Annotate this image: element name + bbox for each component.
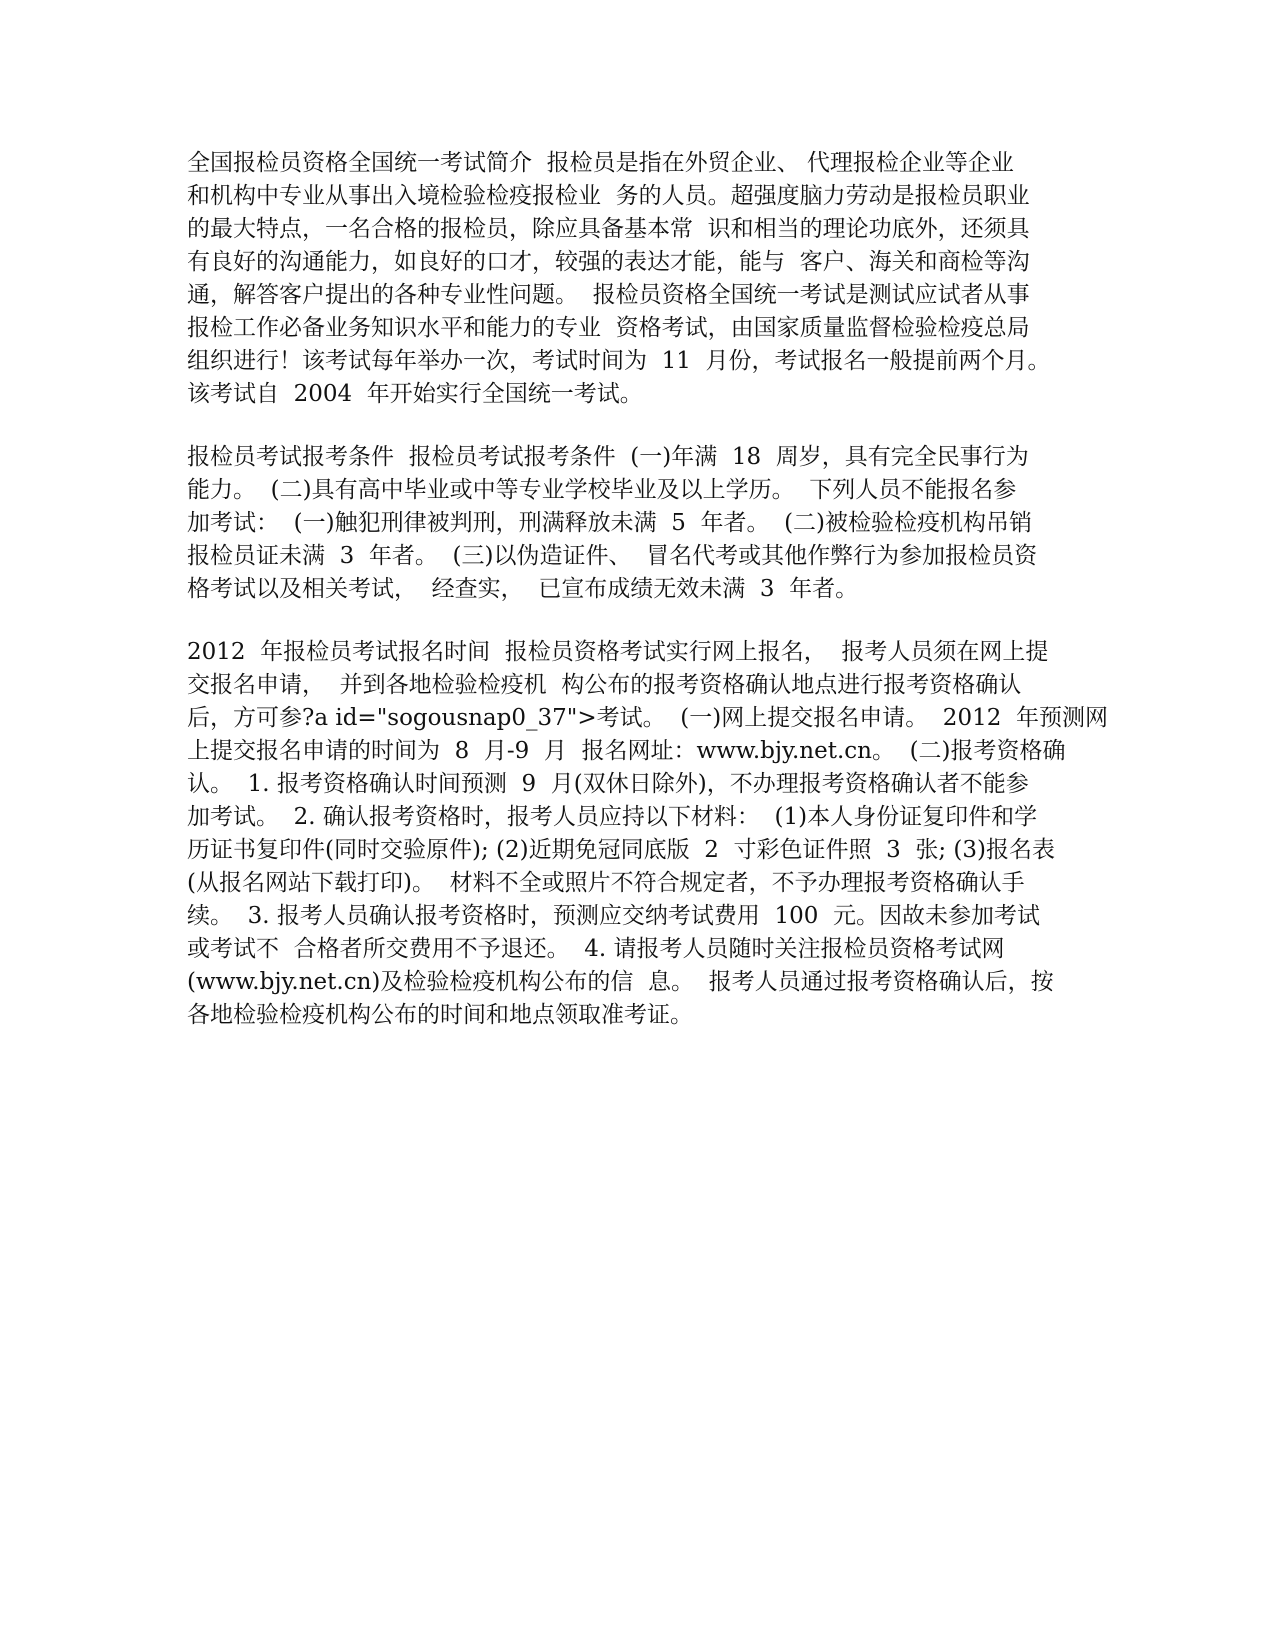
text-line: 有良好的沟通能力，如良好的口才，较强的表达才能，能与 客户、海关和商检等沟 xyxy=(187,249,1030,275)
text-line: 和机构中专业从事出入境检验检疫报检业 务的人员。超强度脑力劳动是报检员职业 xyxy=(187,183,1030,209)
text-line: 后，方可参?a id="sogousnap0_37">考试。 (一)网上提交报名申请。 2012 年预测网 xyxy=(187,705,1108,731)
paragraph-exam-intro xyxy=(187,147,1097,411)
text-line: 交报名申请， 并到各地检验检疫机 构公布的报考资格确认地点进行报考资格确认 xyxy=(187,672,1022,698)
text-line: 格考试以及相关考试， 经查实， 已宣布成绩无效未满 3 年者。 xyxy=(187,576,859,602)
text-line: 续。 3. 报考人员确认报考资格时，预测应交纳考试费用 100 元。因故未参加考试 xyxy=(187,903,1041,929)
text-line: 2012 年报检员考试报名时间 报检员资格考试实行网上报名， 报考人员须在网上提 xyxy=(187,639,1049,665)
text-line: 报检员证未满 3 年者。 (三)以伪造证件、 冒名代考或其他作弊行为参加报检员资 xyxy=(187,543,1038,569)
text-line: 通，解答客户提出的各种专业性问题。 报检员资格全国统一考试是测试应试者从事 xyxy=(187,282,1030,308)
text-line: 加考试。 2. 确认报考资格时，报考人员应持以下材料： (1)本人身份证复印件和学 xyxy=(187,804,1038,830)
text-line: 全国报检员资格全国统一考试简介 报检员是指在外贸企业、 代理报检企业等企业 xyxy=(187,150,1014,176)
paragraph-eligibility xyxy=(187,441,1097,606)
text-line: (从报名网站下载打印)。 材料不全或照片不符合规定者，不予办理报考资格确认手 xyxy=(187,870,1025,896)
paragraph-spacer xyxy=(187,606,1097,636)
text-line: 或考试不 合格者所交费用不予退还。 4. 请报考人员随时关注报检员资格考试网 xyxy=(187,936,1005,962)
text-line: (www.bjy.net.cn)及检验检疫机构公布的信 息。 报考人员通过报考资格确认后，按 xyxy=(187,969,1054,995)
text-line: 能力。 (二)具有高中毕业或中等专业学校毕业及以上学历。 下列人员不能报名参 xyxy=(187,477,1017,503)
text-line: 历证书复印件(同时交验原件); (2)近期免冠同底版 2 寸彩色证件照 3 张; (3)报名表 xyxy=(187,837,1055,863)
paragraph-registration xyxy=(187,636,1108,1032)
text-line: 认。 1. 报考资格确认时间预测 9 月(双休日除外)，不办理报考资格确认者不能参 xyxy=(187,771,1029,797)
text-line: 上提交报名申请的时间为 8 月-9 月 报名网址：www.bjy.net.cn。 (二)报考资格确 xyxy=(187,738,1066,764)
text-line: 该考试自 2004 年开始实行全国统一考试。 xyxy=(187,381,643,407)
paragraph-spacer xyxy=(187,411,1097,441)
text-line: 报检员考试报考条件 报检员考试报考条件 (一)年满 18 周岁，具有完全民事行为 xyxy=(187,444,1029,470)
text-line: 各地检验检疫机构公布的时间和地点领取准考证。 xyxy=(187,1002,693,1028)
document-body xyxy=(187,147,1108,1032)
text-line: 加考试： (一)触犯刑律被判刑，刑满释放未满 5 年者。 (二)被检验检疫机构吊销 xyxy=(187,510,1033,536)
text-line: 组织进行！该考试每年举办一次，考试时间为 11 月份，考试报名一般提前两个月。 xyxy=(187,348,1051,374)
text-line: 的最大特点，一名合格的报检员，除应具备基本常 识和相当的理论功底外，还须具 xyxy=(187,216,1030,242)
text-line: 报检工作必备业务知识水平和能力的专业 资格考试，由国家质量监督检验检疫总局 xyxy=(187,315,1030,341)
